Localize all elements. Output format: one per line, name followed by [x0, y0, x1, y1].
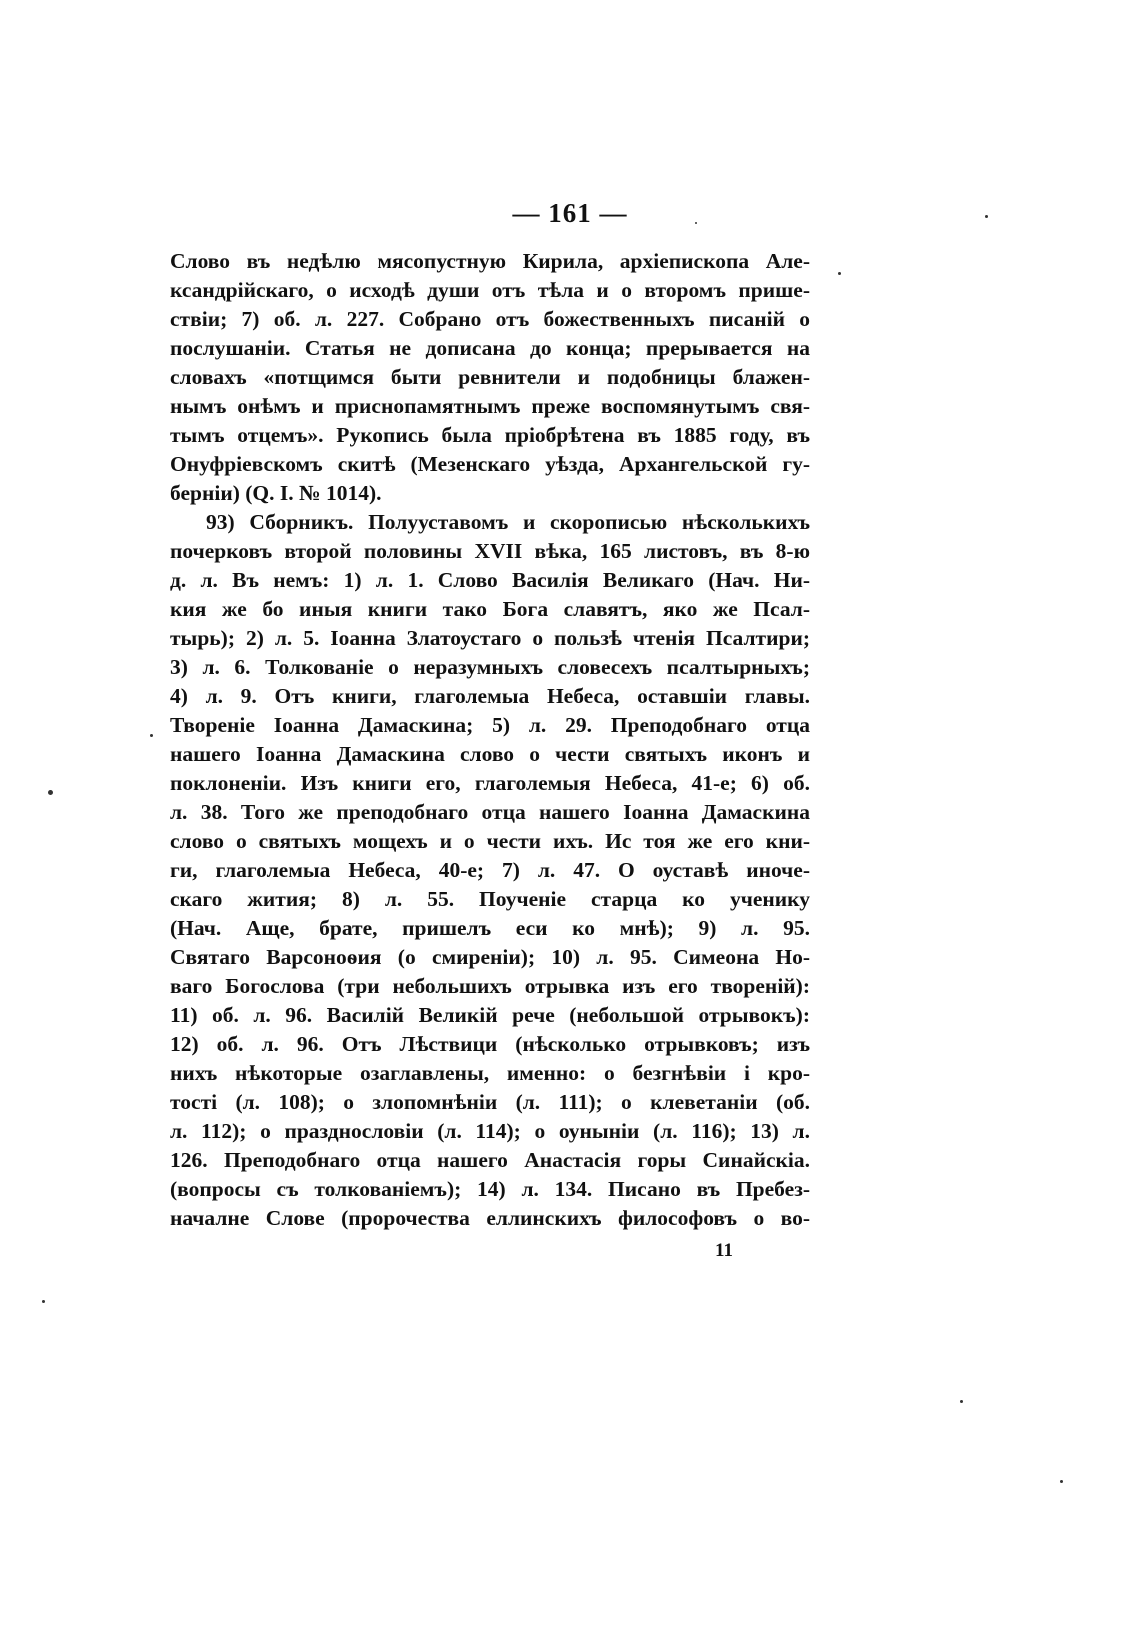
- text-line: тості (л. 108); о злопомнѣніи (л. 111); о клеветаніи (об.: [170, 1090, 810, 1114]
- scan-speck: [960, 1400, 963, 1403]
- scan-speck: [695, 222, 697, 224]
- text-line: почерковъ второй половины XVII вѣка, 165 листовъ, въ 8-ю: [170, 539, 810, 563]
- text-line: ги, глаголемыа Небеса, 40-е; 7) л. 47. О оуставѣ иноче-: [170, 858, 810, 882]
- text-line: Твореніе Іоанна Дамаскина; 5) л. 29. Преподобнаго отца: [170, 713, 810, 737]
- text-line: д. л. Въ немъ: 1) л. 1. Слово Василія Великаго (Нач. Ни-: [170, 568, 810, 592]
- text-line: послушаніи. Статья не дописана до конца; прерывается на: [170, 336, 810, 360]
- text-line: ствіи; 7) об. л. 227. Собрано отъ божественныхъ писаній о: [170, 307, 810, 331]
- text-line: Слово въ недѣлю мясопустную Кирила, архіепископа Але-: [170, 249, 810, 273]
- text-line: (вопросы съ толкованіемъ); 14) л. 134. Писано въ Пребез-: [170, 1177, 810, 1201]
- text-line: началне Слове (пророчества еллинскихъ философовъ о во-: [170, 1206, 810, 1230]
- text-line: 93) Сборникъ. Полууставомъ и скорописью нѣсколькихъ: [206, 510, 810, 534]
- text-line: берніи) (Q. I. № 1014).: [170, 481, 382, 505]
- text-line: 126. Преподобнаго отца нашего Анастасія горы Синайскіа.: [170, 1148, 810, 1172]
- text-line: скаго жития; 8) л. 55. Поученіе старца ко ученику: [170, 887, 810, 911]
- text-line: нымъ онѣмъ и приснопамятнымъ преже воспомянутымъ свя-: [170, 394, 810, 418]
- text-line: нашего Іоанна Дамаскина слово о чести святыхъ иконъ и: [170, 742, 810, 766]
- text-line: нихъ нѣкоторые озаглавлены, именно: о безгнѣвіи і кро-: [170, 1061, 810, 1085]
- text-line: л. 112); о празднословіи (л. 114); о оуныніи (л. 116); 13) л.: [170, 1119, 810, 1143]
- text-line: словахъ «потщимся быти ревнители и подобницы блажен-: [170, 365, 810, 389]
- text-line: (Нач. Аще, брате, пришелъ еси ко мнѣ); 9) л. 95.: [170, 916, 810, 940]
- text-line: тырь); 2) л. 5. Іоанна Златоустаго о пользѣ чтенія Псалтири;: [170, 626, 810, 650]
- text-line: Святаго Варсоноѳия (о смиреніи); 10) л. 95. Симеона Но-: [170, 945, 810, 969]
- text-line: 4) л. 9. Отъ книги, глаголемыа Небеса, оставшіи главы.: [170, 684, 810, 708]
- text-line: 12) об. л. 96. Отъ Лѣствици (нѣсколько отрывковъ; изъ: [170, 1032, 810, 1056]
- scan-speck: [42, 1300, 45, 1303]
- signature-mark: 11: [715, 1240, 733, 1261]
- text-line: 11) об. л. 96. Василій Великій рече (небольшой отрывокъ):: [170, 1003, 810, 1027]
- scan-speck: [1060, 1480, 1063, 1483]
- text-line: ваго Богослова (три небольшихъ отрывка изъ его твореній):: [170, 974, 810, 998]
- scan-speck: [838, 272, 841, 275]
- text-line: кия же бо иныя книги тако Бога славятъ, яко же Псал-: [170, 597, 810, 621]
- text-line: тымъ отцемъ». Рукопись была пріобрѣтена въ 1885 году, въ: [170, 423, 810, 447]
- text-line: Онуфріевскомъ скитѣ (Мезенскаго уѣзда, Архангельской гу-: [170, 452, 810, 476]
- scan-speck: [985, 215, 988, 218]
- text-block: [170, 247, 810, 1233]
- page-number: — 161 —: [512, 198, 628, 228]
- scan-speck: [48, 790, 53, 795]
- scan-speck: [150, 734, 153, 737]
- text-line: л. 38. Того же преподобнаго отца нашего Іоанна Дамаскина: [170, 800, 810, 824]
- text-line: ксандрійскаго, о исходѣ души отъ тѣла и о второмъ прише-: [170, 278, 810, 302]
- text-line: поклоненіи. Изъ книги его, глаголемыя Небеса, 41-е; 6) об.: [170, 771, 810, 795]
- text-line: слово о святыхъ мощехъ и о чести ихъ. Ис тоя же его кни-: [170, 829, 810, 853]
- text-line: 3) л. 6. Толкованіе о неразумныхъ словесехъ псалтырныхъ;: [170, 655, 810, 679]
